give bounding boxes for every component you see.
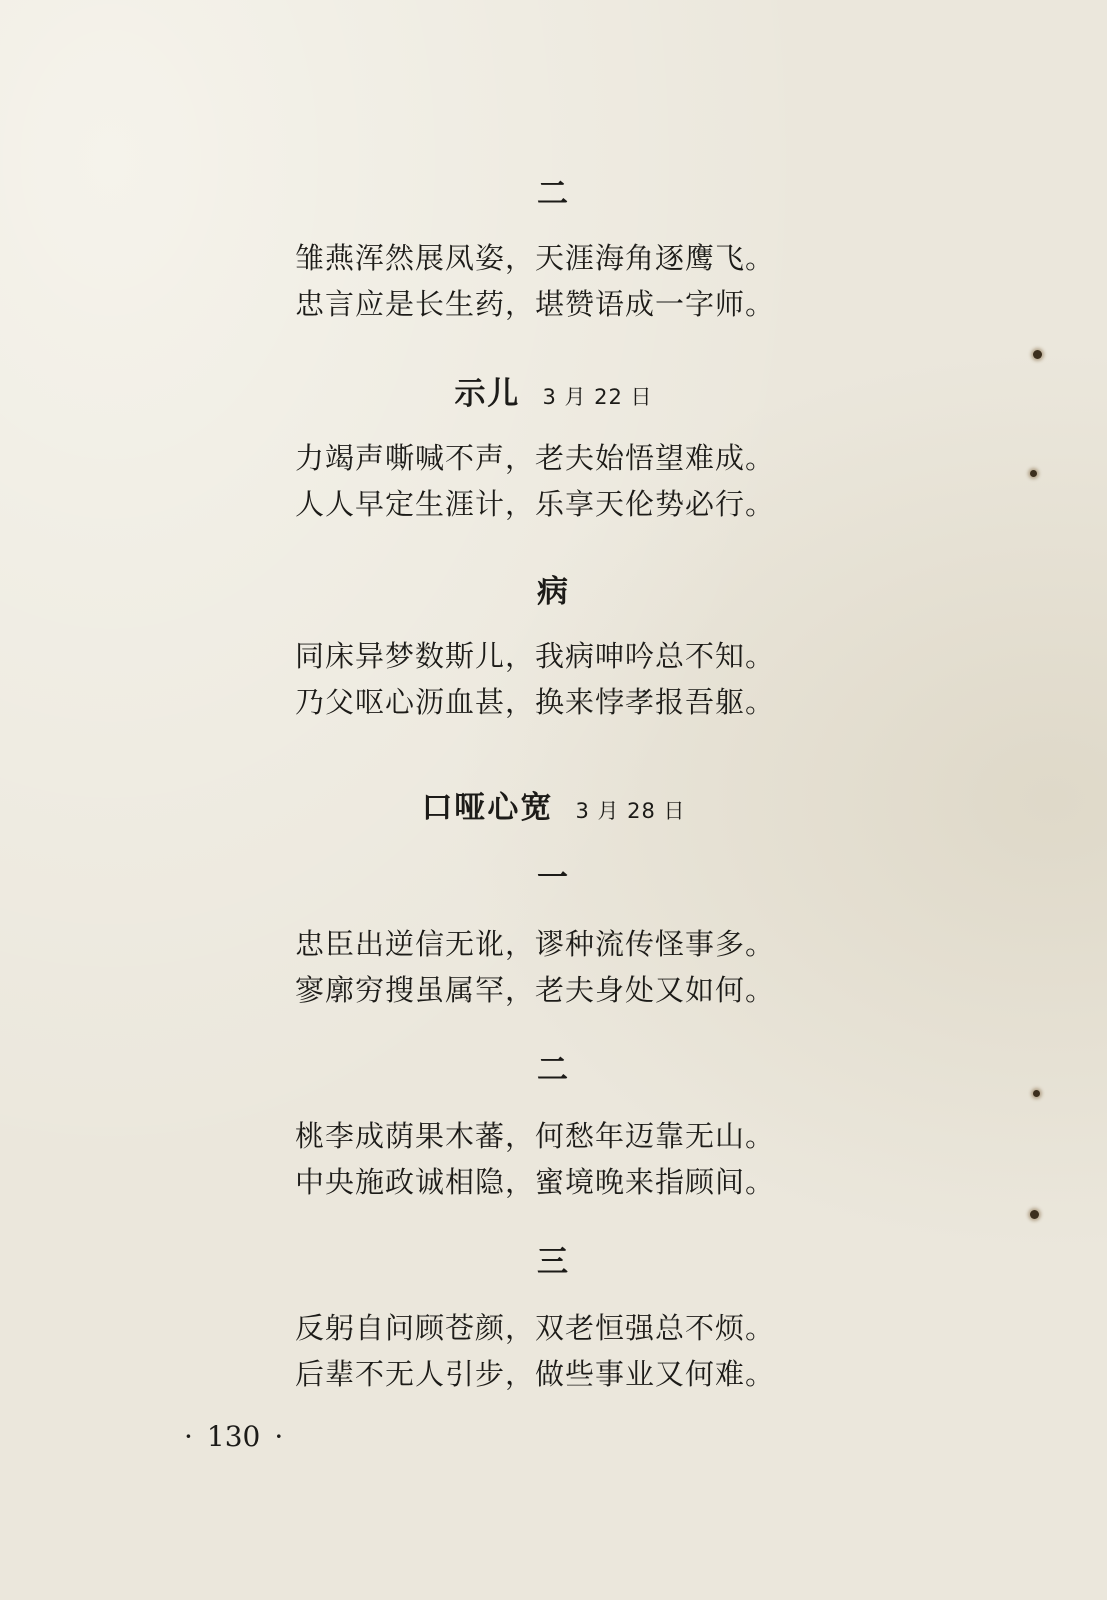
poem-line: 桃李成荫果木蕃，何愁年迈靠无山。 [295, 1119, 776, 1153]
poem-date: 3 月 28 日 [575, 799, 686, 823]
binding-hole [1030, 470, 1037, 477]
poem-line: 力竭声嘶喊不声，老夫始悟望难成。 [295, 441, 776, 475]
poem-heading: 二 [537, 176, 570, 212]
poem-line: 乃父呕心沥血甚，换来悖孝报吾躯。 [295, 685, 776, 719]
poem-heading: 一 [537, 860, 570, 896]
poem-line: 寥廓穷搜虽属罕，老夫身处又如何。 [295, 973, 776, 1007]
poem-heading: 二 [537, 1052, 570, 1088]
page-number: · 130 · [184, 1420, 284, 1453]
poem-heading: 三 [537, 1244, 570, 1280]
poem-line: 人人早定生涯计，乐享天伦势必行。 [295, 487, 776, 521]
poem-title: 口哑心宽 3 月 28 日 [421, 790, 686, 826]
poem-line: 同床异梦数斯儿，我病呻吟总不知。 [295, 639, 776, 673]
binding-hole [1033, 350, 1042, 359]
binding-hole [1030, 1210, 1039, 1219]
poem-line: 后辈不无人引步，做些事业又何难。 [295, 1357, 776, 1391]
poem-title: 病 [537, 574, 570, 610]
poem-line: 雏燕浑然展凤姿，天涯海角逐鹰飞。 [295, 241, 776, 275]
poem-line: 忠言应是长生药，堪赞语成一字师。 [295, 287, 776, 321]
binding-hole [1033, 1090, 1040, 1097]
poem-line: 中央施政诚相隐，蜜境晚来指顾间。 [295, 1165, 776, 1199]
poem-date: 3 月 22 日 [542, 385, 653, 409]
poem-line: 反躬自问顾苍颜，双老恒强总不烦。 [295, 1311, 776, 1345]
poem-title: 示儿 3 月 22 日 [454, 376, 653, 412]
poem-line: 忠臣出逆信无讹，谬种流传怪事多。 [295, 927, 776, 961]
